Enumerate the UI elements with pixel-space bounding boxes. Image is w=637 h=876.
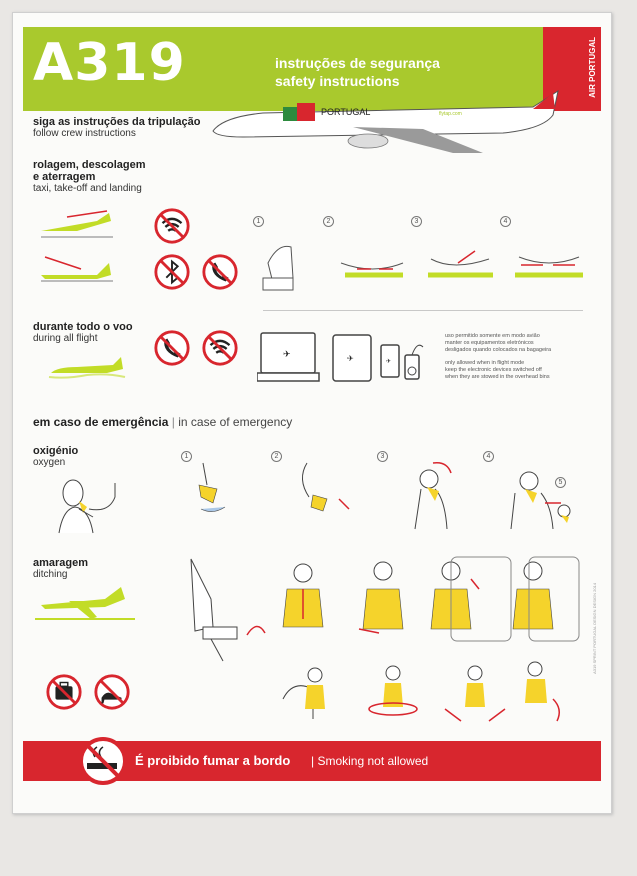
devices-illustration [257,329,437,389]
takeoff-plane-icon [37,209,117,239]
life-vest-illustrations [183,549,583,729]
flight-note-en-3: when they are stowed in the overhead bins [445,374,550,380]
oxygen-step-3: 3 [377,451,388,462]
no-baggage-icon [45,673,83,711]
cruise-plane-icon [47,353,127,383]
no-wifi-icon [153,207,191,245]
oxygen-step-2: 2 [271,451,282,462]
landing-plane-icon [37,253,117,283]
taxi-title-pt-1: rolagem, descolagem [33,159,146,171]
section-divider [263,310,583,311]
flight-title-en: during all flight [33,333,98,344]
no-wifi-icon-flight [201,329,239,367]
emergency-title-en: in case of emergency [178,415,293,429]
no-phone-icon [201,253,239,291]
no-phone-icon-flight [153,329,191,367]
seatbelt-step-4: 4 [500,216,511,227]
seatbelt-step-3: 3 [411,216,422,227]
no-smoking-text-en: | Smoking not allowed [311,754,429,768]
oxygen-title-en: oxygen [33,457,66,468]
emergency-title-pt: em caso de emergência [33,415,169,429]
no-bluetooth-icon [153,253,191,291]
title-english: safety instructions [275,73,400,89]
aircraft-model: A319 [33,33,186,93]
flight-note-pt-3: desligados quando colocados na bagageira [445,347,552,353]
safety-card [12,12,612,814]
plane-livery-text: PORTUGAL [321,107,371,117]
airline-name: AIR PORTUGAL [588,37,597,98]
oxygen-passenger-illustration [49,473,129,535]
svg-text:✈: ✈ [283,349,291,359]
seatbelt-step-2: 2 [323,216,334,227]
oxygen-step-5: 5 [555,477,566,488]
no-high-heels-icon [93,673,131,711]
print-credit: A319 SPRINT PORTUGAL DESIGN DESIGN 2014 [592,583,597,674]
oxygen-step-1: 1 [181,451,192,462]
title-portuguese: instruções de segurança [275,55,440,71]
ditching-title-pt: amaragem [33,557,89,569]
plane-url-text: flytap.com [439,111,462,117]
flight-note-en-1: only allowed when in flight mode [445,360,525,366]
flight-note-pt-2: manter os equipamentos eletrónicos [445,340,534,346]
svg-text:✈: ✈ [386,359,392,365]
oxygen-steps-illustrations [189,459,579,539]
taxi-title-pt-2: e aterragem [33,171,96,183]
flight-note-pt-1: uso permitido somente em modo avião [445,333,540,339]
no-smoking-text-pt: É proibido fumar a bordo [135,753,291,768]
oxygen-title-pt: oxigénio [33,445,79,457]
svg-text:✈: ✈ [347,354,354,363]
plane-illustration [203,79,563,159]
ditching-title-en: ditching [33,569,68,580]
no-smoking-icon [77,735,129,787]
taxi-title-en: taxi, take-off and landing [33,183,142,194]
flight-note-en-2: keep the electronic devices switched off [445,367,542,373]
crew-title-pt: siga as instruções da tripulação [33,116,201,128]
flight-title-pt: durante todo o voo [33,321,133,333]
oxygen-step-4: 4 [483,451,494,462]
no-smoking-banner [23,741,601,781]
emergency-separator: | [171,415,175,429]
seatbelt-step-1: 1 [253,216,264,227]
emergency-heading [33,415,292,429]
crew-title-en: follow crew instructions [33,128,136,139]
ditching-plane-icon [35,579,135,623]
seatbelt-illustrations [253,223,583,303]
